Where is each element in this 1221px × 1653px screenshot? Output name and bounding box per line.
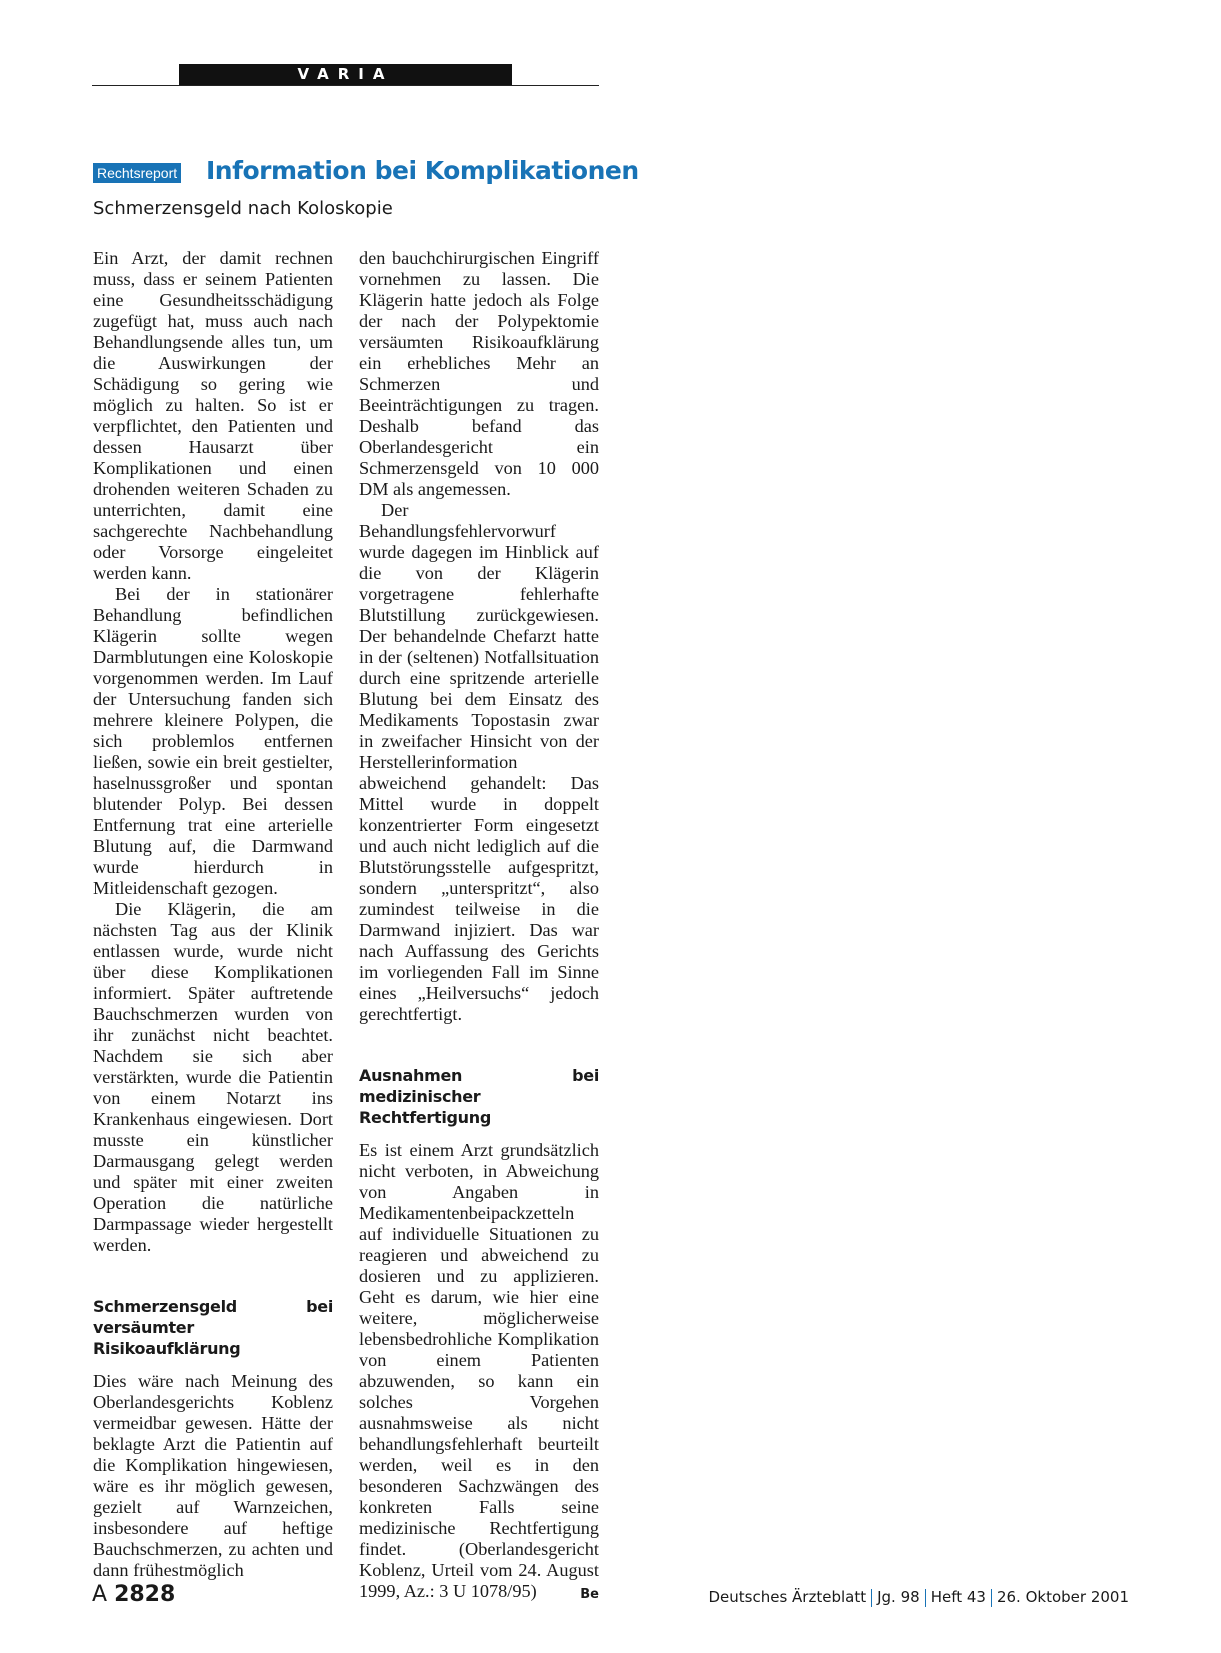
journal-volume: Jg. 98 (877, 1588, 920, 1606)
paragraph: Bei der in stationärer Behandlung befindlichen Klägerin sollte wegen Darmblutungen eine Koloskopie vorgenommen werden. Im Lauf der Untersuchung fanden sich mehrere kleinere Polypen, die sich problemlos entfernen ließen, sowie ein breit gestielter, haselnussgroßer und spontan blutender Polyp. Bei dessen Entfernung trat eine arterielle Blutung auf, die Darmwand wurde hierdurch in Mitleidenschaft gezogen. (93, 584, 333, 898)
page-number-value: 2828 (114, 1582, 176, 1607)
paragraph (359, 1140, 599, 1602)
page-prefix: A (92, 1582, 108, 1607)
paragraph: den bauchchirurgischen Eingriff vornehmen zu lassen. Die Klägerin hatte jedoch als Folge der nach der Polypektomie versäumten Risikoaufklärung ein erhebliches Mehr an Schmerzen und Beeinträchtigungen zu tragen. Deshalb befand das Oberlandesgericht ein Schmerzensgeld von 10 000 DM als angemessen. (359, 248, 599, 499)
subheading: Ausnahmen bei medizinischer Rechtfertigung (359, 1066, 599, 1127)
journal-footer (709, 1588, 1130, 1607)
paragraph: Die Klägerin, die am nächsten Tag aus der Klinik entlassen wurde, wurde nicht über diese Komplikationen informiert. Später auftretende Bauchschmerzen wurden von ihr zunächst nicht beachtet. Nachdem sie sich aber verstärkten, wurde die Patientin von einem Notarzt ins Krankenhaus eingewiesen. Dort musste ein künstlicher Darmausgang gelegt werden und später mit einer zweiten Operation die natürliche Darmpassage wieder hergestellt werden. (93, 899, 333, 1255)
paragraph: Dies wäre nach Meinung des Oberlandesgerichts Koblenz vermeidbar gewesen. Hätte der beklagte Arzt die Patientin auf die Komplikation hingewiesen, wäre es ihr möglich gewesen, gezielt auf Warnzeichen, insbesondere auf heftige Bauchschmerzen, zu achten und dann frühestmöglich (93, 1371, 333, 1580)
column-left (93, 248, 333, 1581)
article-title: Information bei Komplikationen (206, 156, 639, 185)
paragraph: Ein Arzt, der damit rechnen muss, dass er seinem Patienten eine Gesundheitsschädigung zugefügt hat, muss auch nach Behandlungsende alles tun, um die Auswirkungen der Schädigung so gering wie möglich zu halten. So ist er verpflichtet, den Patienten und dessen Hausarzt über Komplikationen und einen drohenden weiteren Schaden zu unterrichten, damit eine sachgerechte Nachbehandlung oder Vorsorge eingeleitet werden kann. (93, 248, 333, 583)
rubric-tag: Rechtsreport (93, 163, 181, 183)
column-right (359, 248, 599, 1605)
section-header (92, 64, 599, 87)
section-rule (92, 85, 599, 86)
journal-date: 26. Oktober 2001 (996, 1588, 1129, 1606)
separator (991, 1589, 992, 1607)
separator (871, 1589, 872, 1607)
subheading: Schmerzensgeld bei versäumter Risikoaufklärung (93, 1297, 333, 1358)
paragraph-text: Es ist einem Arzt grundsätzlich nicht verboten, in Abweichung von Angaben in Medikamentenbeipackzetteln auf individuelle Situationen zu reagieren und abweichend zu dosieren und zu applizieren. Geht es darum, wie hier eine weitere, möglicherweise lebensbedrohliche Komplikation von einem Patienten abzuwenden, so kann ein solches Vorgehen ausnahmsweise als nicht behandlungsfehlerhaft beurteilt werden, weil es in den besonderen Sachzwängen des konkreten Falls seine medizinische Rechtfertigung findet. (Oberlandesgericht Koblenz, Urteil vom 24. August 1999, Az.: 3 U 1078/95) (359, 1140, 599, 1601)
page-number (92, 1582, 175, 1607)
journal-name: Deutsches Ärzteblatt (708, 1588, 867, 1606)
author-signature: Be (580, 1587, 599, 1602)
separator (925, 1589, 926, 1607)
journal-issue: Heft 43 (930, 1588, 986, 1606)
article-subtitle: Schmerzensgeld nach Koloskopie (93, 198, 393, 219)
section-label: VARIA (179, 64, 512, 85)
paragraph: Der Behandlungsfehlervorwurf wurde dagegen im Hinblick auf die von der Klägerin vorgetragene fehlerhafte Blutstillung zurückgewiesen. Der behandelnde Chefarzt hatte in der (seltenen) Notfallsituation durch eine spritzende arterielle Blutung bei dem Einsatz des Medikaments Topostasin zwar in zweifacher Hinsicht von der Herstellerinformation abweichend gehandelt: Das Mittel wurde in doppelt konzentrierter Form eingesetzt und auch nicht lediglich auf die Blutstörungsstelle aufgespritzt, sondern „unterspritzt“, also zumindest teilweise in die Darmwand injiziert. Das war nach Auffassung des Gerichts im vorliegenden Fall im Sinne eines „Heilversuchs“ jedoch gerechtfertigt. (359, 500, 599, 1024)
